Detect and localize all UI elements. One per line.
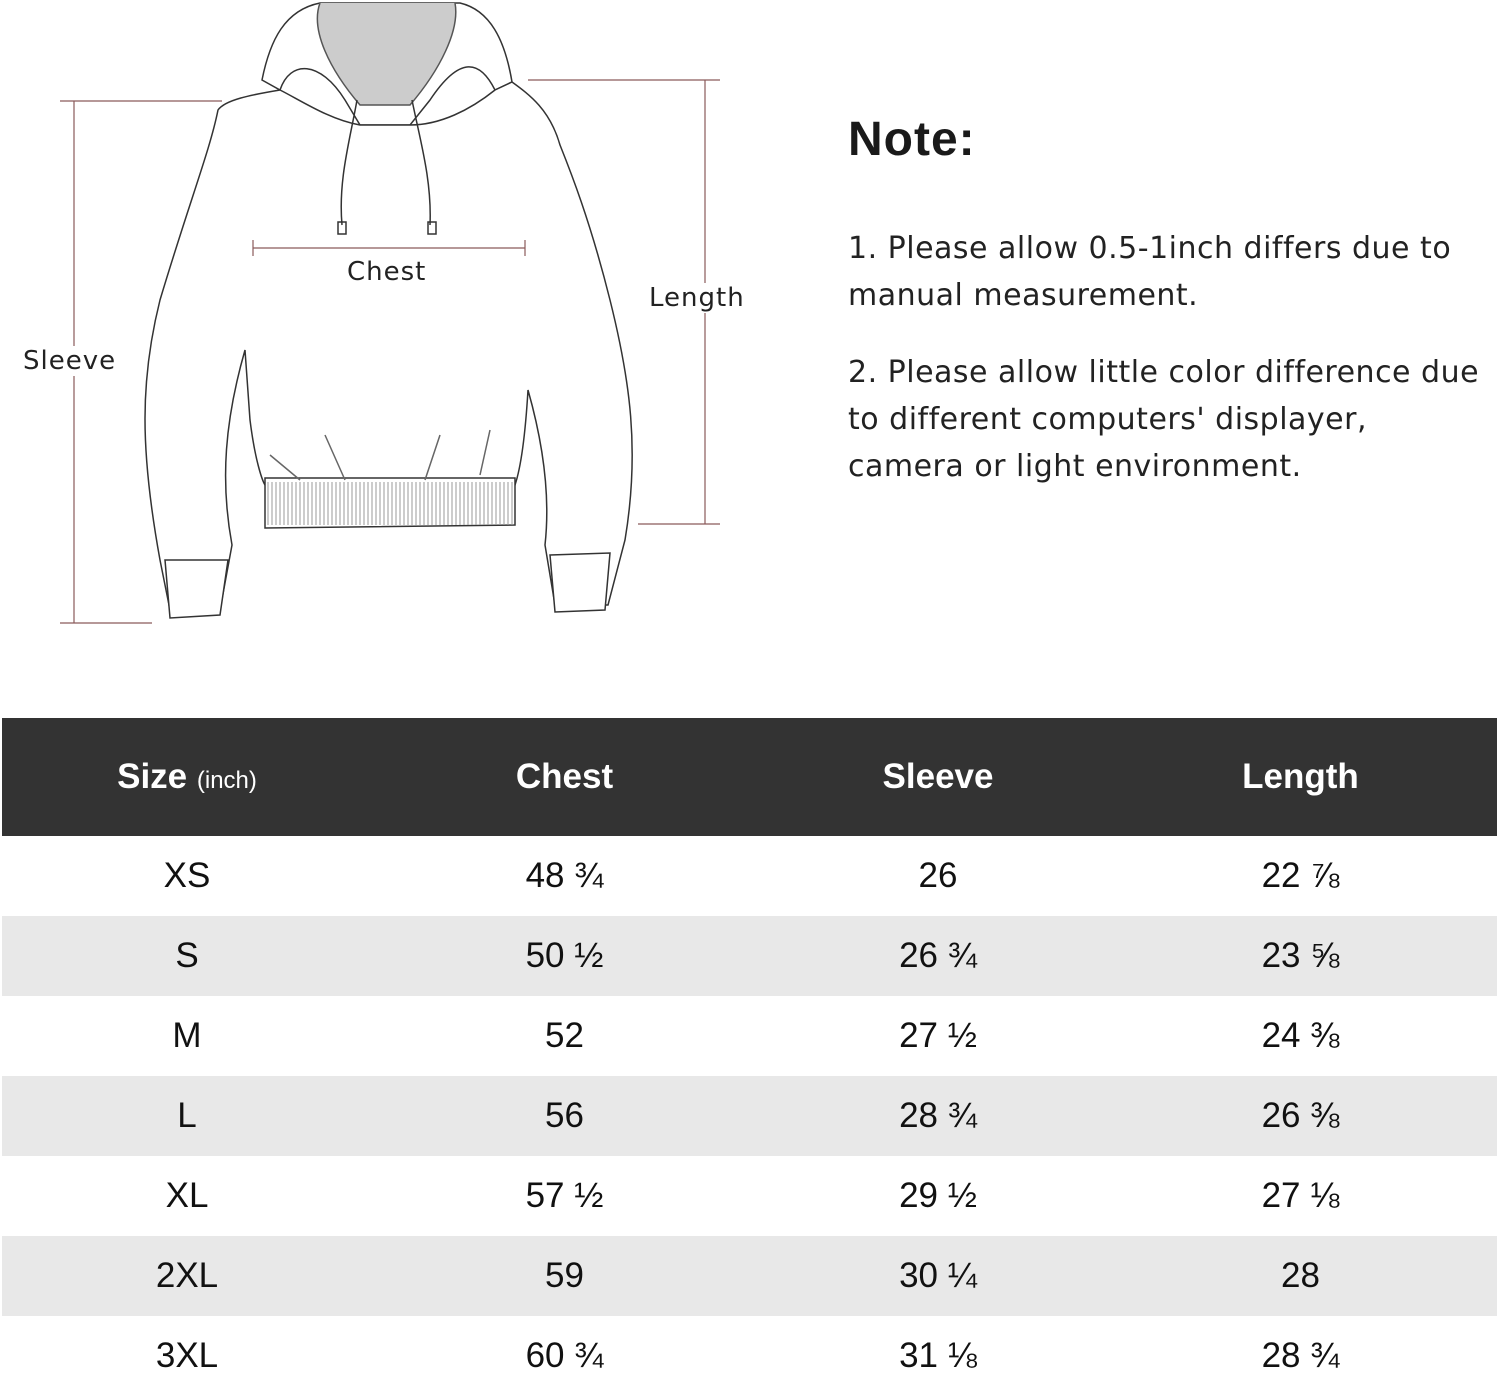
table-row [2,1156,1497,1236]
table-row [2,1316,1497,1396]
cell-size: S [175,936,199,975]
cell-length: 26 ⅜ [1261,1096,1340,1135]
cell-sleeve: 26 [918,856,958,895]
size-chart-table [2,718,1497,1396]
cell-chest: 57 ½ [525,1176,604,1215]
table-header [2,718,1497,836]
cell-length: 24 ⅜ [1261,1016,1340,1055]
cell-size: XL [165,1176,209,1215]
cell-length: 28 [1281,1256,1320,1295]
cell-size: L [177,1096,197,1135]
cell-chest: 52 [545,1016,584,1055]
cell-length: 27 ⅛ [1261,1176,1340,1215]
sleeve-label: Sleeve [23,346,117,376]
table-row [2,916,1497,996]
note-item: 1. Please allow 0.5-1inch differs due to manual measurement. [848,231,1452,313]
cell-size: 3XL [155,1336,219,1375]
table-row [2,996,1497,1076]
length-label: Length [649,283,745,313]
cell-sleeve: 26 ¾ [899,936,977,975]
cell-size: 2XL [155,1256,219,1295]
chest-label: Chest [347,257,427,287]
unit-label: (inch) [196,767,257,794]
note-title: Note: [848,113,976,166]
cell-length: 22 ⅞ [1261,856,1340,895]
cell-sleeve: 31 ⅛ [899,1336,977,1375]
cell-length: 23 ⅝ [1261,936,1340,975]
cell-sleeve: 29 ½ [899,1176,977,1215]
header-length: Length [1242,757,1359,796]
cell-length: 28 ¾ [1261,1336,1340,1375]
cell-size: M [172,1016,202,1055]
note-item: 2. Please allow little color difference due to different computers' displayer, camera or light environment. [848,355,1480,484]
cell-sleeve: 27 ½ [899,1016,977,1055]
table-row [2,1076,1497,1156]
cell-chest: 56 [545,1096,584,1135]
table-row [2,836,1497,916]
cell-chest: 60 ¾ [525,1336,604,1375]
cell-sleeve: 28 ¾ [899,1096,977,1135]
cell-size: XS [163,856,211,895]
hoodie-illustration [0,0,800,660]
cell-chest: 59 [545,1256,584,1295]
note-section [848,112,1488,520]
header-sleeve: Sleeve [882,757,994,796]
size-heading: Size [117,757,188,796]
cell-chest: 50 ½ [525,936,604,975]
cell-sleeve: 30 ¼ [899,1256,977,1295]
hoodie-diagram [0,0,800,660]
header-size [2,757,372,797]
cell-chest: 48 ¾ [525,856,604,895]
table-row [2,1236,1497,1316]
header-chest: Chest [515,757,614,796]
